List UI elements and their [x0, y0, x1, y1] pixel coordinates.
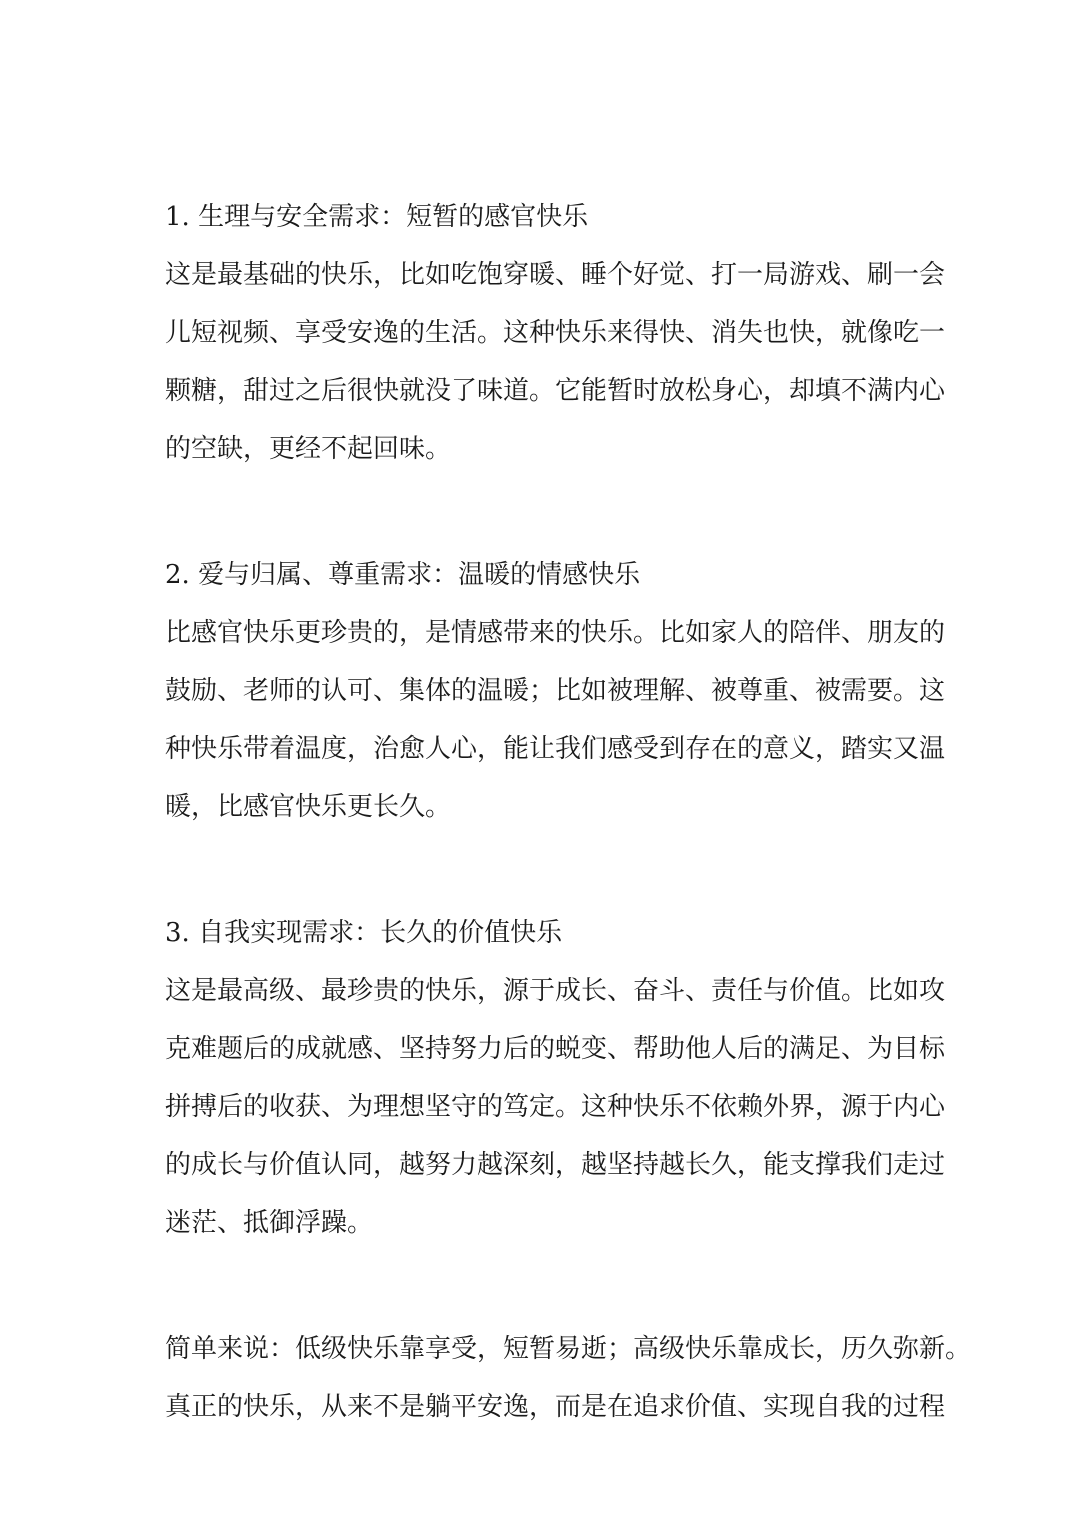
section-3	[165, 904, 945, 1252]
summary-line: 简单来说：低级快乐靠享受，短暂易逝；高级快乐靠成长，历久弥新。	[165, 1334, 972, 1364]
paragraph-line: 迷茫、抵御浮躁。	[165, 1208, 374, 1238]
section-spacer	[165, 1252, 945, 1320]
paragraph-line: 颗糖，甜过之后很快就没了味道。它能暂时放松身心，却填不满内心	[165, 376, 946, 406]
summary	[165, 1320, 972, 1436]
section-heading: 1. 生理与安全需求：短暂的感官快乐	[165, 202, 589, 232]
section-heading: 3. 自我实现需求：长久的价值快乐	[165, 918, 563, 948]
section-2	[165, 546, 945, 836]
paragraph-line: 儿短视频、享受安逸的生活。这种快乐来得快、消失也快，就像吃一	[165, 318, 946, 348]
article-body	[165, 188, 972, 1436]
paragraph-line: 暖，比感官快乐更长久。	[165, 792, 452, 822]
paragraph-line: 鼓励、老师的认可、集体的温暖；比如被理解、被尊重、被需要。这	[165, 676, 946, 706]
paragraph-line: 的成长与价值认同，越努力越深刻，越坚持越长久，能支撑我们走过	[165, 1150, 946, 1180]
paragraph-line: 这是最基础的快乐，比如吃饱穿暖、睡个好觉、打一局游戏、刷一会	[165, 260, 946, 290]
paragraph-line: 比感官快乐更珍贵的，是情感带来的快乐。比如家人的陪伴、朋友的	[165, 618, 946, 648]
section-heading: 2. 爱与归属、尊重需求：温暖的情感快乐	[165, 560, 641, 590]
section-1	[165, 188, 945, 478]
paragraph-line: 拼搏后的收获、为理想坚守的笃定。这种快乐不依赖外界，源于内心	[165, 1092, 946, 1122]
paragraph-line: 的空缺，更经不起回味。	[165, 434, 452, 464]
summary-line: 真正的快乐，从来不是躺平安逸，而是在追求价值、实现自我的过程	[165, 1392, 946, 1422]
section-spacer	[165, 478, 945, 546]
paragraph-line: 种快乐带着温度，治愈人心，能让我们感受到存在的意义，踏实又温	[165, 734, 946, 764]
paragraph-line: 克难题后的成就感、坚持努力后的蜕变、帮助他人后的满足、为目标	[165, 1034, 946, 1064]
section-spacer	[165, 836, 945, 904]
paragraph-line: 这是最高级、最珍贵的快乐，源于成长、奋斗、责任与价值。比如攻	[165, 976, 946, 1006]
